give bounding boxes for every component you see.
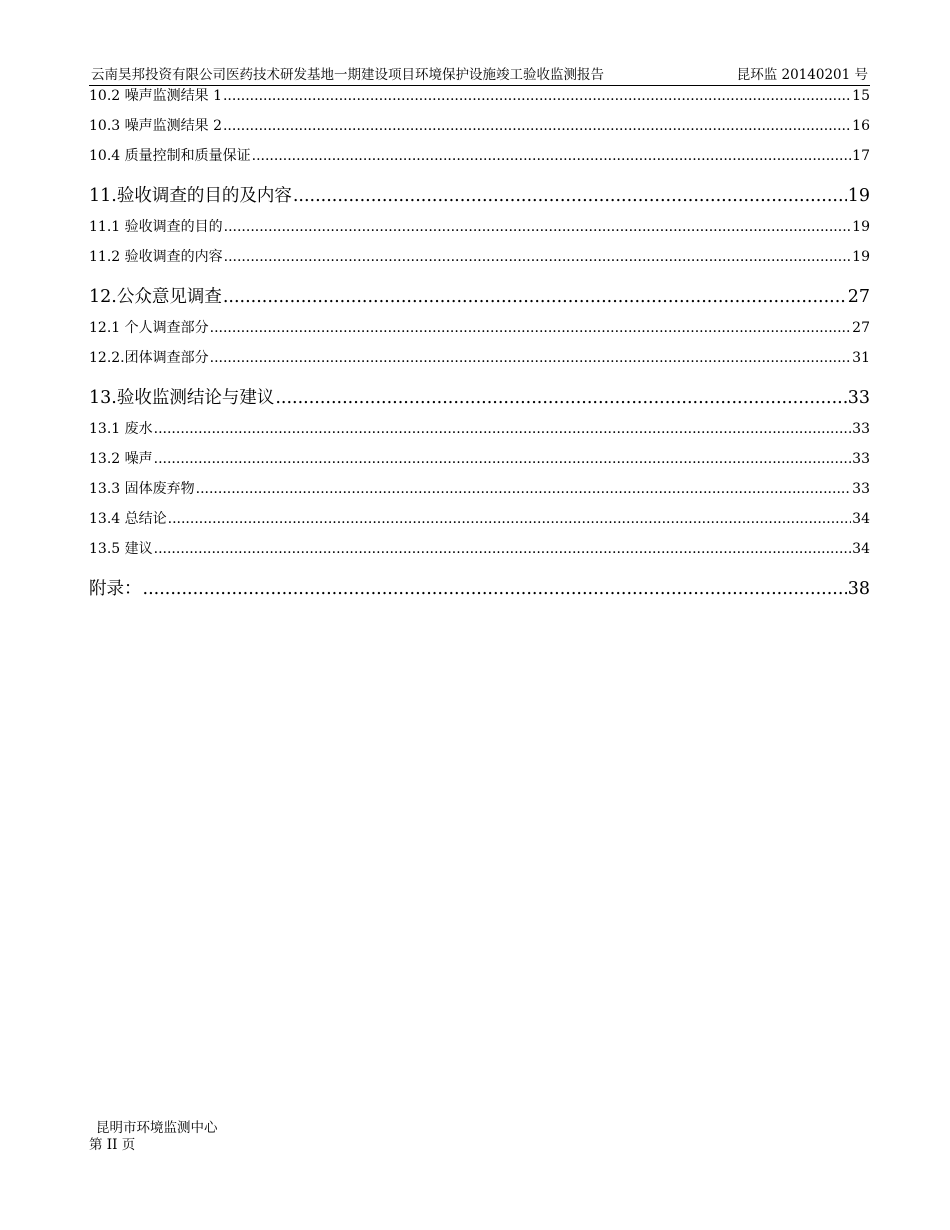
- toc-entry-page: 33: [852, 481, 870, 497]
- report-title: 云南昊邦投资有限公司医药技术研发基地一期建设项目环境保护设施竣工验收监测报告: [91, 67, 604, 83]
- toc-leader-dots: [252, 146, 852, 166]
- toc-entry[interactable]: [89, 449, 870, 469]
- toc-leader-dots: [224, 247, 852, 267]
- toc-entry-page: 19: [852, 249, 870, 265]
- toc-appendix-entry[interactable]: [89, 577, 870, 601]
- toc-leader-dots: [224, 217, 852, 237]
- toc-entry-page: 33: [852, 451, 870, 467]
- toc-entry[interactable]: [89, 539, 870, 559]
- toc-chapter-entry[interactable]: [89, 386, 870, 410]
- toc-leader-dots: [154, 449, 852, 469]
- toc-entry-title: 12.2.团体调查部分: [89, 350, 209, 366]
- toc-entry-page: 19: [852, 219, 870, 235]
- toc-leader-dots: [143, 577, 847, 601]
- toc-entry[interactable]: [89, 116, 870, 136]
- toc-entry-page: 27: [852, 320, 870, 336]
- toc-entry-page: 31: [852, 350, 870, 366]
- toc-chapter-entry[interactable]: [89, 285, 870, 309]
- toc-entry-page: 34: [852, 541, 870, 557]
- toc-entry-page: 33: [847, 388, 870, 408]
- toc-leader-dots: [275, 386, 846, 410]
- toc-leader-dots: [154, 419, 852, 439]
- toc-leader-dots: [293, 184, 847, 208]
- toc-entry-title: 12.公众意见调查: [89, 287, 222, 307]
- toc-entry[interactable]: [89, 318, 870, 338]
- footer-organization: 昆明市环境监测中心: [96, 1120, 218, 1136]
- toc-entry-page: 17: [852, 148, 870, 164]
- toc-chapter-entry[interactable]: [89, 184, 870, 208]
- toc-entry-title: 13.5 建议: [89, 541, 153, 557]
- toc-entry-page: 38: [847, 579, 870, 599]
- toc-entry-title: 13.4 总结论: [89, 511, 167, 527]
- toc-entry-page: 15: [852, 88, 870, 104]
- toc-entry[interactable]: [89, 419, 870, 439]
- toc-entry[interactable]: [89, 146, 870, 166]
- toc-entry-title: 13.2 噪声: [89, 451, 153, 467]
- toc-entry-title: 12.1 个人调查部分: [89, 320, 209, 336]
- report-number: 昆环监 20140201 号: [736, 67, 868, 83]
- toc-entry-title: 13.1 废水: [89, 421, 153, 437]
- page-header: [89, 66, 870, 86]
- toc-leader-dots: [223, 86, 851, 106]
- toc-entry-title: 11.1 验收调查的目的: [89, 219, 223, 235]
- toc-leader-dots: [168, 509, 852, 529]
- page-footer: [89, 1120, 218, 1154]
- toc-entry-page: 19: [847, 186, 870, 206]
- toc-entry[interactable]: [89, 217, 870, 237]
- toc-entry[interactable]: [89, 348, 870, 368]
- toc-entry[interactable]: [89, 247, 870, 267]
- toc-entry-title: 13.3 固体废弃物: [89, 481, 195, 497]
- toc-entry-title: 10.3 噪声监测结果 2: [89, 118, 222, 134]
- toc-entry[interactable]: [89, 479, 870, 499]
- toc-entry[interactable]: [89, 509, 870, 529]
- toc-entry-title: 10.2 噪声监测结果 1: [89, 88, 222, 104]
- toc-leader-dots: [210, 318, 852, 338]
- toc-entry[interactable]: [89, 86, 870, 106]
- toc-entry-title: 13.验收监测结论与建议: [89, 388, 275, 408]
- toc-entry-page: 34: [852, 511, 870, 527]
- toc-entry-title: 10.4 质量控制和质量保证: [89, 148, 251, 164]
- toc-entry-title: 11.验收调查的目的及内容: [89, 186, 292, 206]
- toc-entry-title: 11.2 验收调查的内容: [89, 249, 223, 265]
- toc-entry-page: 27: [847, 287, 870, 307]
- footer-page-number: 第 II 页: [89, 1137, 136, 1153]
- toc-leader-dots: [223, 116, 851, 136]
- toc-entry-page: 33: [852, 421, 870, 437]
- toc-leader-dots: [196, 479, 852, 499]
- toc-entry-page: 16: [852, 118, 870, 134]
- toc-leader-dots: [154, 539, 852, 559]
- toc-leader-dots: [210, 348, 852, 368]
- toc-leader-dots: [223, 285, 847, 309]
- toc-entry-title: 附录：: [89, 579, 142, 599]
